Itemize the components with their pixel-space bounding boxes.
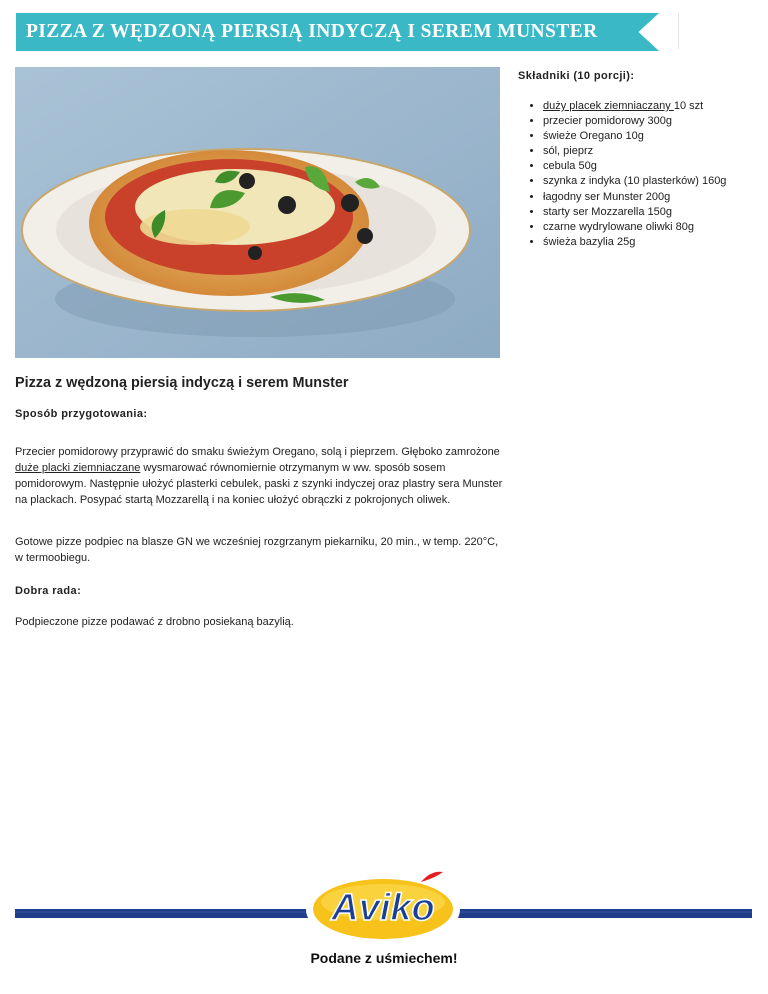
ingredient-item: • duży placek ziemniaczany 10 szt <box>543 99 726 114</box>
ingredient-item: • czarne wydrylowane oliwki 80g <box>543 220 726 235</box>
ingredient-item: • łagodny ser Munster 200g <box>543 190 726 205</box>
preparation-step-1: Przecier pomidorowy przyprawić do smaku świeżym Oregano, solą i pieprzem. Głęboko zamrożone duże placki ziemniaczane wysmarować równomiernie otrzymanym w ww. sposób sosem pomidorowym. Następnie ułożyć plasterki cebulek, paski z szynki indyczej oraz plastry sera Munster na plackach. Posypać startą Mozzarellą i na koniec ułożyć obrączki z pokrojonych oliwek. <box>15 446 503 506</box>
aviko-logo <box>303 862 463 948</box>
preparation-heading: Sposób przygotowania: <box>15 408 148 420</box>
ingredient-item: • cebula 50g <box>543 159 726 174</box>
recipe-title: Pizza z wędzoną piersią indyczą i serem Munster <box>15 375 349 391</box>
page-title: PIZZA Z WĘDZONĄ PIERSIĄ INDYCZĄ I SEREM MUNSTER <box>26 21 598 42</box>
header-divider <box>678 13 679 49</box>
ingredients-heading: Składniki (10 porcji): <box>518 70 635 82</box>
pizza-photo <box>15 67 500 358</box>
ingredient-link[interactable]: duży placek ziemniaczany <box>543 100 674 112</box>
ingredients-list <box>528 99 726 250</box>
ingredient-item: • świeże Oregano 10g <box>543 129 726 144</box>
tip-heading: Dobra rada: <box>15 585 82 597</box>
ingredient-item: • starty ser Mozzarella 150g <box>543 205 726 220</box>
ingredient-item: • szynka z indyka (10 plasterków) 160g <box>543 174 726 189</box>
ingredient-item: • sól, pieprz <box>543 144 726 159</box>
preparation-step-2: Gotowe pizze podpiec na blasze GN we wcześniej rozgrzanym piekarniku, 20 min., w temp. 220°C, w termoobiegu. <box>15 536 499 564</box>
potato-pancake-link[interactable]: duże placki ziemniaczane <box>15 462 141 474</box>
tip-text: Podpieczone pizze podawać z drobno posiekaną bazylią. <box>15 616 294 628</box>
logo-wordmark: Aviko <box>331 887 435 929</box>
ingredient-item: • świeża bazylia 25g <box>543 235 726 250</box>
footer-tagline: Podane z uśmiechem! <box>310 950 458 966</box>
ingredient-item: • przecier pomidorowy 300g <box>543 114 726 129</box>
